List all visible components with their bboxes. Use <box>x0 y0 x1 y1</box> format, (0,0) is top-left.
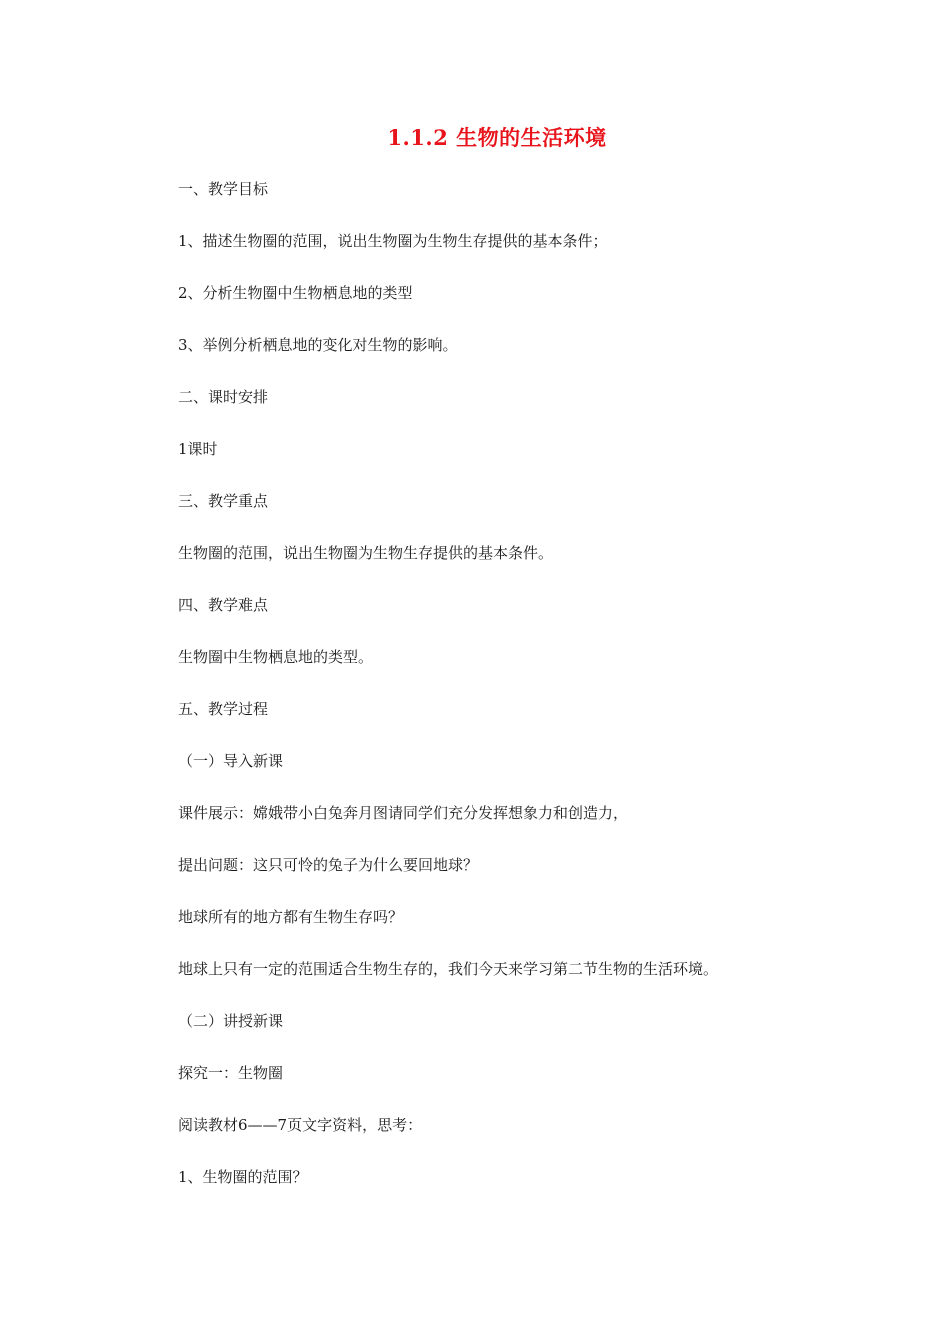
heading-class-hours: 二、课时安排 <box>178 388 269 406</box>
paragraph-read-textbook: 阅读教材6——7页文字资料，思考： <box>178 1116 423 1134</box>
paragraph-earth-question: 地球所有的地方都有生物生存吗？ <box>178 908 404 926</box>
goal-item-1: 1、描述生物圈的范围，说出生物圈为生物生存提供的基本条件； <box>178 232 608 250</box>
paragraph-earth-range: 地球上只有一定的范围适合生物生存的，我们今天来学习第二节生物的生活环境。 <box>178 960 719 978</box>
key-points-text: 生物圈的范围，说出生物圈为生物生存提供的基本条件。 <box>178 544 554 562</box>
heading-difficulties: 四、教学难点 <box>178 596 269 614</box>
goal-item-2: 2、分析生物圈中生物栖息地的类型 <box>178 284 413 302</box>
paragraph-biosphere-range: 1、生物圈的范围？ <box>178 1168 308 1186</box>
document-title: 1.1.2 生物的生活环境 <box>387 125 607 150</box>
heading-key-points: 三、教学重点 <box>178 492 269 510</box>
heading-teaching-goals: 一、教学目标 <box>178 180 269 198</box>
document-body <box>178 178 878 1218</box>
paragraph-question: 提出问题：这只可怜的兔子为什么要回地球？ <box>178 856 479 874</box>
paragraph-inquiry-one: 探究一：生物圈 <box>178 1064 284 1082</box>
heading-teaching-process: 五、教学过程 <box>178 700 269 718</box>
class-hours-value: 1课时 <box>178 440 218 458</box>
paragraph-courseware: 课件展示：嫦娥带小白兔奔月图请同学们充分发挥想象力和创造力， <box>178 804 629 822</box>
difficulties-text: 生物圈中生物栖息地的类型。 <box>178 648 374 666</box>
goal-item-3: 3、举例分析栖息地的变化对生物的影响。 <box>178 336 458 354</box>
subheading-introduction: （一）导入新课 <box>178 752 284 770</box>
subheading-new-lesson: （二）讲授新课 <box>178 1012 284 1030</box>
